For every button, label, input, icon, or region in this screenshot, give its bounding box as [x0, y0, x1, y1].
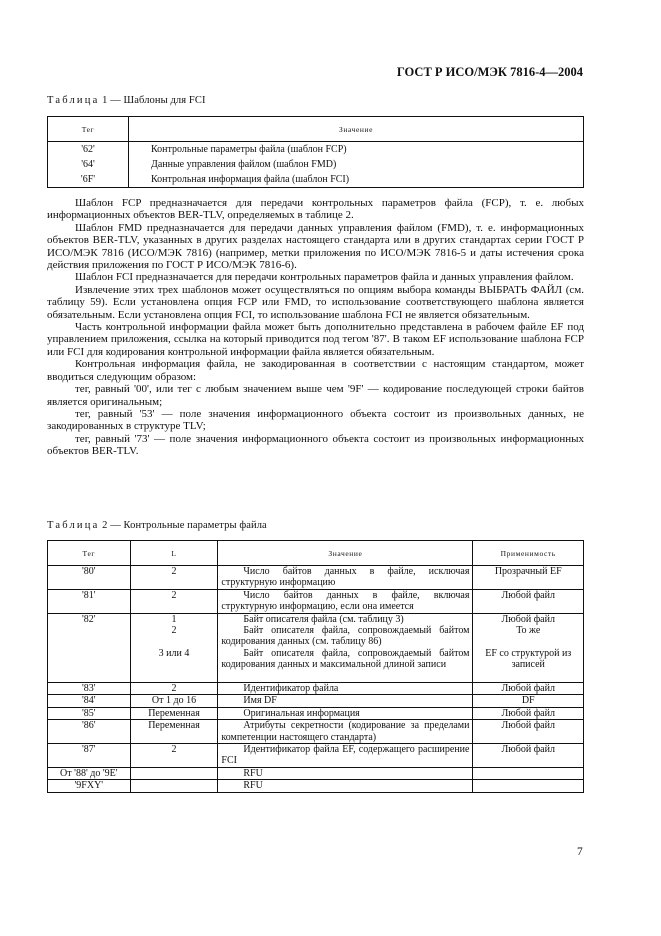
- tag-cell: '82': [48, 613, 131, 682]
- applicability-cell-line: DF: [521, 695, 535, 707]
- table-row: [48, 707, 584, 719]
- value-cell: [218, 695, 473, 707]
- table-row: [48, 589, 584, 613]
- applicability-cell: [473, 683, 584, 695]
- table-row: [48, 744, 584, 768]
- applicability-cell-line: Прозрачный EF: [494, 566, 562, 577]
- table2-caption: [47, 520, 267, 531]
- table1-caption-text: 1 — Шаблоны для FCI: [99, 95, 206, 106]
- value-cell-line: Атрибуты секретности (кодирование за пределами компетенции настоящего стандарта): [221, 720, 470, 743]
- tag-cell: '87': [48, 744, 131, 768]
- length-cell: [130, 744, 218, 768]
- value-cell-line: Байт описателя файла, сопровождаемый байтом кодирования данных (см. таблицу 86): [221, 625, 470, 648]
- applicability-cell-line: Любой файл: [501, 589, 555, 601]
- table-row: [48, 695, 584, 707]
- value-cell-line: Число байтов данных в файле, исключая структурную информацию: [221, 566, 470, 589]
- column-header-tag: Тег: [48, 541, 131, 566]
- value-cell: [218, 744, 473, 768]
- column-header-applicability: Применимость: [473, 541, 584, 566]
- column-header-length: L: [130, 541, 218, 566]
- table-row: [48, 780, 584, 792]
- table-row: [48, 172, 584, 188]
- table-row: [48, 157, 584, 172]
- value-cell: [218, 683, 473, 695]
- value-cell: [218, 780, 473, 792]
- applicability-cell-line: Любой файл: [501, 707, 555, 719]
- length-cell-line: 3 или 4: [158, 647, 190, 659]
- length-cell-line: Переменная: [148, 720, 200, 732]
- applicability-cell-line: EF со структурой из записей: [485, 647, 572, 671]
- tag-cell: '62': [48, 142, 129, 158]
- paragraph: Шаблон FCI предназначается для передачи контрольных параметров файла и данных управления файлом.: [75, 271, 574, 284]
- length-cell-line: [134, 768, 215, 779]
- applicability-cell-line: То же: [516, 625, 541, 637]
- paragraph: Шаблон FCP предназначается для передачи контрольных параметров файла (FCP), т. е. любых информационных объектов BER-TLV, определяемых в таблице 2.: [47, 197, 584, 222]
- fci-templates-table: [47, 116, 584, 188]
- applicability-cell: [473, 767, 584, 779]
- paragraph: тег, равный '53' — поле значения информационного объекта состоит из произвольных данных, не закодированных в структуре TLV;: [47, 407, 584, 433]
- value-cell-line: Идентификатор файла EF, содержащего расширение FCI: [221, 744, 470, 767]
- length-cell-line: Переменная: [148, 707, 200, 719]
- length-cell-line: 1: [171, 613, 177, 625]
- paragraph: тег, равный '00', или тег с любым значением выше чем '9F' — кодирование последующей строки байтов является оригинальным;: [47, 383, 584, 408]
- tag-cell: От '88' до '9E': [48, 767, 131, 779]
- value-cell-line: Число байтов данных в файле, включая структурную информацию, если она имеется: [221, 589, 470, 613]
- table2-caption-text: 2 — Контрольные параметры файла: [99, 520, 267, 531]
- column-header-value: Значение: [218, 541, 473, 566]
- applicability-cell: [473, 707, 584, 719]
- applicability-cell-line: Любой файл: [501, 744, 555, 756]
- value-cell: [218, 589, 473, 613]
- length-cell-line: От 1 до 16: [151, 695, 197, 707]
- value-cell: [218, 566, 473, 590]
- paragraph: Контрольная информация файла, не закодированная в соответствии с настоящим стандартом, может вводиться следующим образом:: [47, 358, 584, 383]
- length-cell: [130, 566, 218, 590]
- value-cell-line: Байт описателя файла (см. таблицу 3): [243, 613, 404, 625]
- value-cell: [218, 767, 473, 779]
- tag-cell: '83': [48, 683, 131, 695]
- body-text: [47, 197, 584, 458]
- paragraph: Извлечение этих трех шаблонов может осуществляться по опциям выбора команды ВЫБРАТЬ ФАЙЛ (см. таблицу 59). Если установлена опция FCP или FMD, то использование соответствующего шаблона является обязательным. Если установлена опция FCI, то использование шаблона FCI не является обязательным.: [47, 283, 584, 321]
- table-header-row: [48, 117, 584, 142]
- paragraph: тег, равный '73' — поле значения информационного объекта состоит из произвольных информационных объектов BER-TLV.: [47, 432, 584, 458]
- length-cell-line: 2: [171, 566, 177, 577]
- applicability-cell-line: [476, 780, 580, 791]
- column-header-value: Значение: [129, 117, 584, 142]
- paragraph: Шаблон FMD предназначается для передачи данных управления файлом (FMD), т. е. информационных объектов BER-TLV, указанных в других разделах настоящего стандарта или в других стандартах серии ГОСТ Р ИСО/МЭК 7816 (ИСО/МЭК 7816) (например, метки приложения по ИСО/МЭК 7816-5 и даты истечения срока действия приложения по ГОСТ Р ИСО/МЭК 7816-6).: [47, 221, 584, 272]
- value-cell-line: Оригинальная информация: [243, 707, 360, 719]
- table-row: [48, 142, 584, 158]
- tag-cell: '9FXY': [48, 780, 131, 792]
- length-cell-line: 2: [171, 589, 177, 601]
- table-row: [48, 767, 584, 779]
- file-control-parameters-table: [47, 540, 584, 793]
- applicability-cell-line: Любой файл: [501, 683, 555, 695]
- length-cell: [130, 767, 218, 779]
- tag-cell: '84': [48, 695, 131, 707]
- length-cell-line: [134, 780, 215, 791]
- table1-caption: [47, 95, 206, 106]
- value-cell: [218, 707, 473, 719]
- length-cell-line: 2: [171, 744, 177, 756]
- tag-cell: '81': [48, 589, 131, 613]
- value-cell-line: Байт описателя файла, сопровождаемый байтом кодирования данных и максимальной длиной записи: [221, 647, 470, 671]
- tag-cell: '6F': [48, 172, 129, 188]
- value-cell: Данные управления файлом (шаблон FMD): [151, 159, 337, 170]
- value-cell: Контрольная информация файла (шаблон FCI): [151, 174, 350, 185]
- length-cell: [130, 683, 218, 695]
- value-cell-line: Имя DF: [243, 695, 277, 707]
- applicability-cell: [473, 720, 584, 744]
- applicability-cell: [473, 695, 584, 707]
- table1-caption-word: Таблица: [47, 95, 100, 106]
- length-cell: [130, 589, 218, 613]
- table-row: [48, 720, 584, 744]
- applicability-cell: [473, 780, 584, 792]
- table2-body: [48, 566, 584, 793]
- applicability-cell: [473, 589, 584, 613]
- length-cell: [130, 695, 218, 707]
- paragraph: Часть контрольной информации файла может быть дополнительно представлена в рабочем файле EF под управлением приложения, ссылка на который приводится под тегом '87'. В таком EF использование шаблона FCP или FCI для кодирования контрольной информации файла является обязательным.: [47, 321, 584, 358]
- table-row: [48, 566, 584, 590]
- applicability-cell-line: Любой файл: [501, 613, 555, 625]
- applicability-cell: [473, 566, 584, 590]
- applicability-cell: [473, 744, 584, 768]
- table-row: [48, 613, 584, 682]
- applicability-cell-line: Любой файл: [501, 720, 555, 732]
- applicability-cell-line: [476, 768, 580, 779]
- value-cell: [218, 720, 473, 744]
- table-row: [48, 683, 584, 695]
- length-cell: [130, 613, 218, 682]
- tag-cell: '86': [48, 720, 131, 744]
- length-cell: [130, 780, 218, 792]
- table-header-row: [48, 541, 584, 566]
- applicability-cell: [473, 613, 584, 682]
- tag-cell: '85': [48, 707, 131, 719]
- page-number: 7: [577, 846, 583, 858]
- length-cell-line: 2: [171, 625, 177, 637]
- value-cell-line: RFU: [243, 767, 263, 779]
- length-cell-line: 2: [171, 683, 177, 695]
- table2-caption-word: Таблица: [47, 520, 100, 531]
- tag-cell: '64': [48, 157, 129, 172]
- length-cell: [130, 707, 218, 719]
- standard-designation: ГОСТ Р ИСО/МЭК 7816-4—2004: [396, 65, 583, 79]
- value-cell-line: Идентификатор файла: [243, 683, 339, 695]
- length-cell: [130, 720, 218, 744]
- value-cell-line: RFU: [243, 780, 263, 792]
- value-cell: [218, 613, 473, 682]
- column-header-tag: Тег: [48, 117, 129, 142]
- value-cell: Контрольные параметры файла (шаблон FCP): [151, 144, 347, 155]
- tag-cell: '80': [48, 566, 131, 590]
